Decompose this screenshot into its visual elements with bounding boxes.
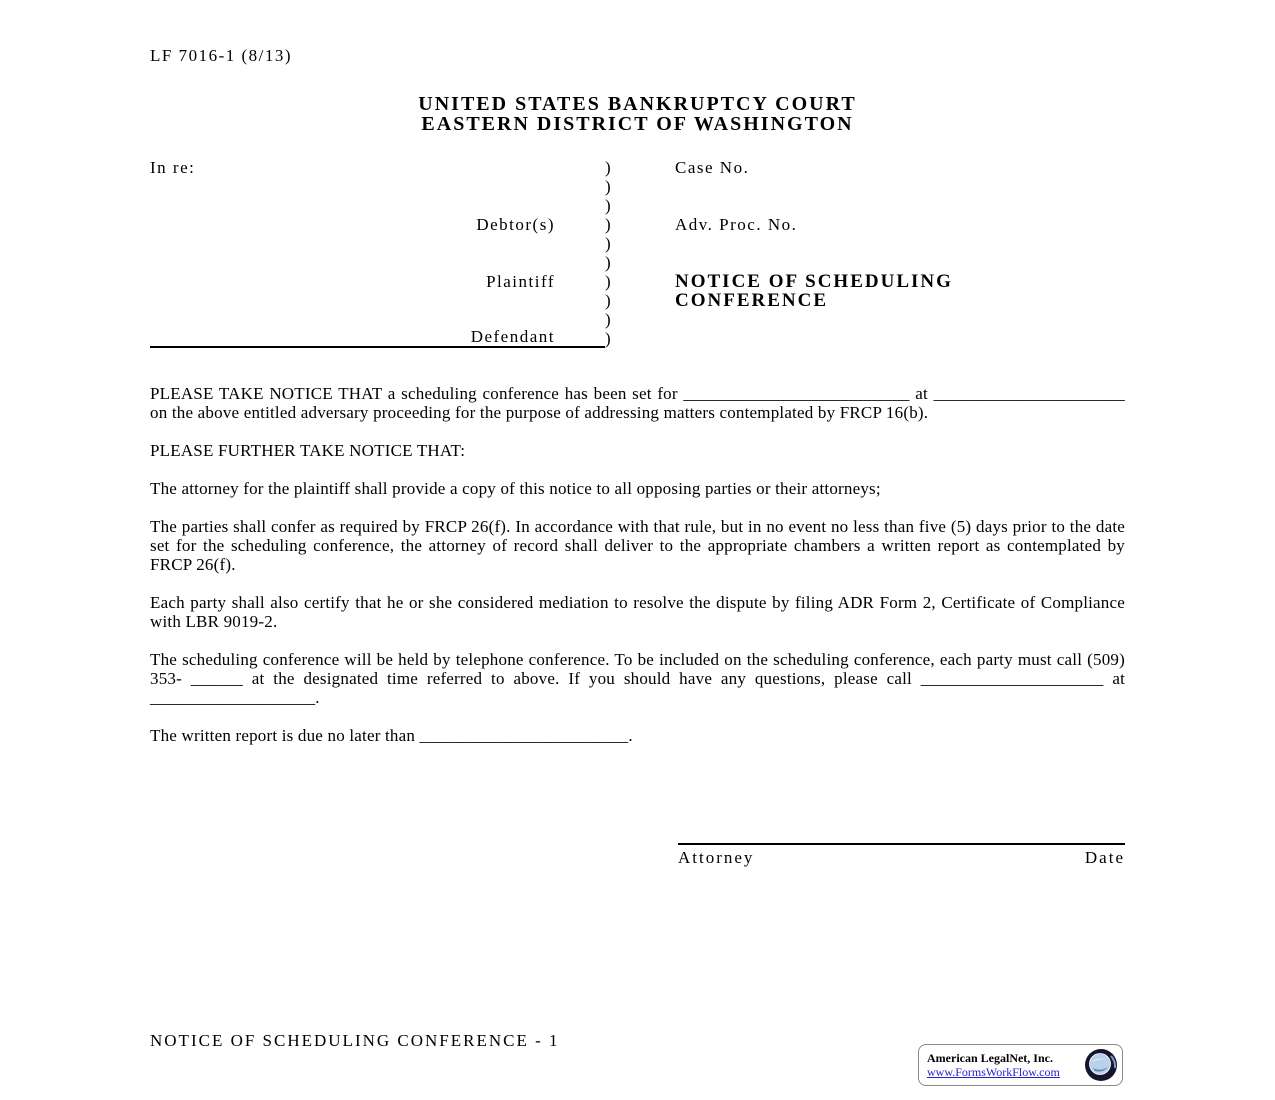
caption-row bbox=[150, 196, 1125, 215]
paren-divider: ) bbox=[605, 177, 613, 196]
paragraph-parties-confer: The parties shall confer as required by FRCP 26(f). In accordance with that rule, but in no event no less than five (5) days prior to the date set for the scheduling conference, the attorney of record shall deliver to the appropriate chambers a written report as contemplated by FRCP 26(f). bbox=[150, 517, 1125, 574]
legalnet-brand-box bbox=[918, 1044, 1123, 1086]
document-title-line1: NOTICE OF SCHEDULING bbox=[675, 271, 953, 292]
paren-divider: ) bbox=[605, 329, 613, 348]
paragraph-attorney-copy: The attorney for the plaintiff shall provide a copy of this notice to all opposing parties or their attorneys; bbox=[150, 479, 881, 498]
caption-row bbox=[150, 291, 1125, 310]
paragraph-mediation-certify: Each party shall also certify that he or she considered mediation to resolve the dispute by filing ADR Form 2, Certificate of Compliance with LBR 9019-2. bbox=[150, 593, 1125, 631]
paragraph-further-notice: PLEASE FURTHER TAKE NOTICE THAT: bbox=[150, 441, 466, 460]
adv-proc-no-label: Adv. Proc. No. bbox=[675, 215, 798, 234]
date-label: Date bbox=[1084, 848, 1125, 867]
paragraph-written-report-due: The written report is due no later than ________________________. bbox=[150, 726, 633, 745]
signature-block bbox=[678, 843, 1125, 868]
footer-page-label: NOTICE OF SCHEDULING CONFERENCE - 1 bbox=[150, 1031, 560, 1050]
paren-divider: ) bbox=[605, 196, 613, 215]
debtor-label: Debtor(s) bbox=[476, 215, 555, 234]
form-number: LF 7016-1 (8/13) bbox=[150, 46, 293, 65]
paren-divider: ) bbox=[605, 158, 613, 177]
legalnet-url-link[interactable]: www.FormsWorkFlow.com bbox=[927, 1065, 1060, 1079]
caption-row bbox=[150, 215, 1125, 234]
paren-divider: ) bbox=[605, 272, 613, 291]
caption-row bbox=[150, 329, 1125, 348]
paren-divider: ) bbox=[605, 291, 613, 310]
paren-divider: ) bbox=[605, 215, 613, 234]
defendant-label: Defendant bbox=[150, 327, 605, 348]
plaintiff-label: Plaintiff bbox=[486, 272, 555, 291]
court-title-line2: EASTERN DISTRICT OF WASHINGTON bbox=[421, 113, 854, 135]
caption-row bbox=[150, 234, 1125, 253]
paren-divider: ) bbox=[605, 310, 613, 329]
document-title-line2: CONFERENCE bbox=[675, 290, 829, 311]
paren-divider: ) bbox=[605, 253, 613, 272]
case-no-label: Case No. bbox=[675, 158, 750, 177]
court-title-line1: UNITED STATES BANKRUPTCY COURT bbox=[418, 93, 857, 115]
paragraph-scheduling-set: PLEASE TAKE NOTICE THAT a scheduling conference has been set for __________________________ at ______________________ on the above entitled adversary proceeding for the purpose of addressing matters contemplated by FRCP 16(b). bbox=[150, 384, 1125, 422]
caption-row bbox=[150, 253, 1125, 272]
caption-row bbox=[150, 272, 1125, 291]
legalnet-brand-name: American LegalNet, Inc. bbox=[927, 1051, 1053, 1065]
caption-row bbox=[150, 158, 1125, 177]
in-re-label: In re: bbox=[150, 158, 196, 177]
case-caption bbox=[150, 158, 1125, 348]
notice-body bbox=[150, 384, 1125, 764]
caption-row bbox=[150, 177, 1125, 196]
attorney-label: Attorney bbox=[678, 848, 755, 867]
paren-divider: ) bbox=[605, 234, 613, 253]
globe-icon bbox=[1084, 1048, 1118, 1082]
paragraph-telephone-conference: The scheduling conference will be held by telephone conference. To be included on the scheduling conference, each party must call (509) 353- ______ at the designated time referred to above. If you should have any questions, please call _____________________ at ___________________. bbox=[150, 650, 1125, 707]
court-title bbox=[150, 94, 1125, 134]
